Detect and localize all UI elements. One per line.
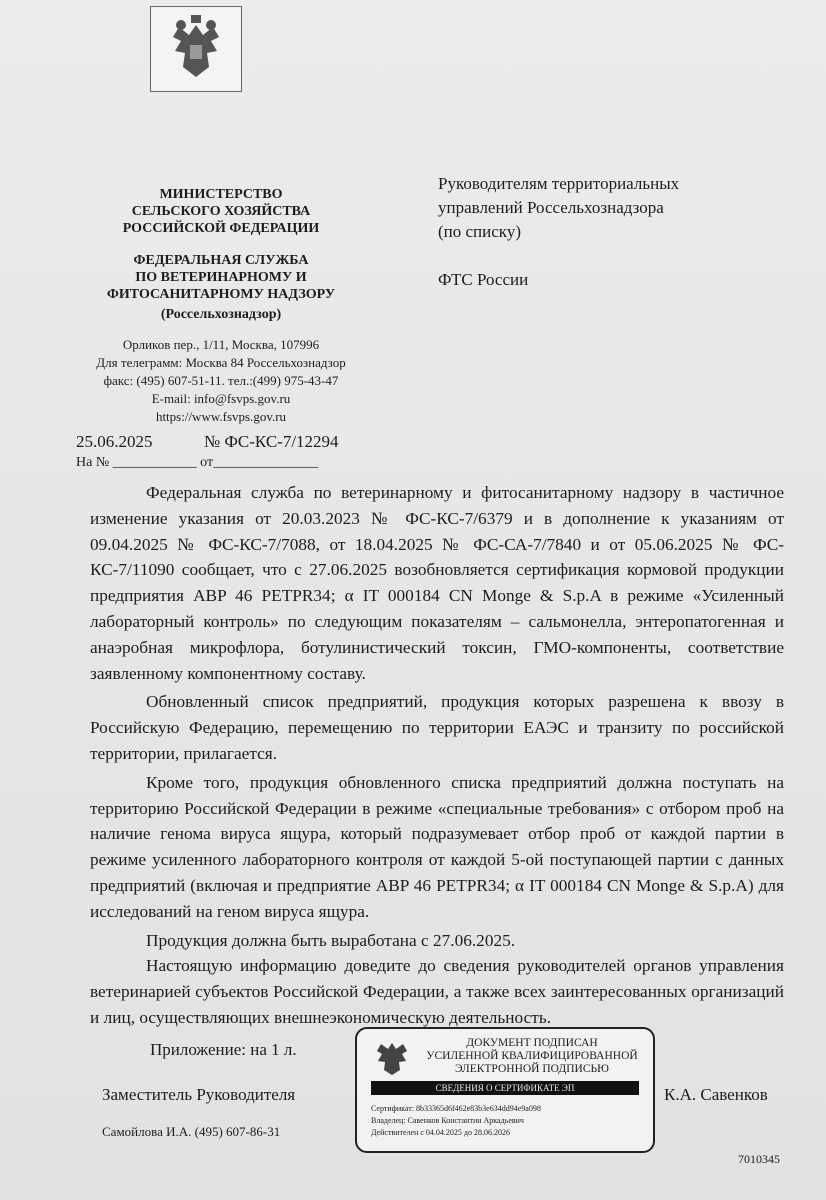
coat-of-arms-emblem: [150, 6, 242, 92]
stamp-certificate-header: СВЕДЕНИЯ О СЕРТИФИКАТЕ ЭП: [371, 1081, 639, 1095]
ministry-line: МИНИСТЕРСТВО: [159, 187, 283, 202]
document-number: № ФС-КС-7/12294: [204, 432, 339, 451]
stamp-emblem-icon: [373, 1037, 411, 1077]
stamp-title-line: ЭЛЕКТРОННОЙ ПОДПИСЬЮ: [455, 1063, 609, 1075]
website-link[interactable]: https://www.fsvps.gov.ru: [155, 409, 287, 424]
recipient-line: управлений Россельхознадзора: [438, 198, 664, 217]
signer-name: К.А. Савенков: [664, 1085, 768, 1104]
address: Орликов пер., 1/11, Москва, 107996: [122, 337, 320, 352]
body-paragraph: Федеральная служба по ветеринарному и фитосанитарному надзору в частичное изменение указания от 20.03.2023 № ФС-КС-7/6379 и в дополнение к указаниям от 09.04.2025 № ФС-КС-7/7088, от 18.04.2025 № ФС-СА-7/7840 и от 05.06.2025 № ФС-КС-7/11090 сообщает, что с 27.06.2025 возобновляется сертификация кормовой продукции предприятия ABP 46 PETPR34; α IT 000184 CN Monge & S.p.A в режиме «Усиленный лабораторный контроль» по следующим показателям – сальмонелла, энтеропатогенная и анаэробная микрофлора, ботулинистический токсин, ГМО-компоненты, соответствие заявленному компонентному составу.: [90, 483, 784, 683]
certificate-owner: Владелец: Савенков Константин Аркадьевич: [371, 1116, 524, 1125]
document-code: 7010345: [738, 1152, 780, 1166]
double-headed-eagle-icon: [151, 7, 241, 91]
recipient-line: Руководителям территориальных: [438, 174, 680, 193]
stamp-certificate-details: [371, 1103, 541, 1139]
email: E-mail: info@fsvps.gov.ru: [151, 391, 291, 406]
phones: факс: (495) 607-51-11. тел.:(499) 975-43-47: [103, 373, 339, 388]
body-paragraph: Продукция должна быть выработана с 27.06.2025.: [146, 930, 516, 950]
ministry-name: [62, 186, 380, 237]
ministry-line: СЕЛЬСКОГО ХОЗЯЙСТВА: [131, 204, 311, 219]
body-paragraph: Обновленный список предприятий, продукция которых разрешена к ввозу в Российскую Федерацию, перемещению по территории ЕАЭС и транзиту по российской территории, прилагается.: [90, 692, 784, 763]
telegram: Для телеграмм: Москва 84 Россельхознадзор: [96, 355, 346, 370]
attachment-note: Приложение: на 1 л.: [150, 1040, 297, 1059]
ministry-line: РОССИЙСКОЙ ФЕДЕРАЦИИ: [122, 221, 320, 236]
body-paragraph: Настоящую информацию доведите до сведения руководителей органов управления ветеринарией субъектов Российской Федерации, а также всех заинтересованных организаций и лиц, осуществляющих внешнеэкономическую деятельность.: [90, 956, 784, 1027]
document-date: 25.06.2025: [76, 432, 153, 451]
service-name: [62, 252, 380, 323]
electronic-signature-stamp: [355, 1027, 655, 1153]
certificate-validity: Действителен с 04.04.2025 до 28.06.2026: [371, 1128, 510, 1137]
recipient-line: ФТС России: [438, 270, 529, 289]
letter-body: [90, 480, 784, 1031]
executor-contact: Самойлова И.А. (495) 607-86-31: [102, 1124, 281, 1139]
service-line: ФЕДЕРАЛЬНАЯ СЛУЖБА: [133, 253, 309, 268]
service-line: ФИТОСАНИТАРНОМУ НАДЗОРУ: [106, 287, 336, 302]
stamp-title-line: УСИЛЕННОЙ КВАЛИФИЦИРОВАННОЙ: [426, 1050, 638, 1062]
contact-block: [62, 336, 380, 426]
service-line: (Россельхознадзор): [160, 307, 282, 322]
stamp-title: [417, 1037, 647, 1076]
certificate-id: Сертификат: 8b33365d6f462e83b3e634dd94e9a098: [371, 1104, 541, 1113]
reference-line: На № ____________ от_______________: [76, 455, 319, 470]
body-paragraph: Кроме того, продукция обновленного списка предприятий должна поступать на территорию Российской Федерации в режиме «специальные требования» с отбором проб на наличие генома вируса ящура, который подразумевает отбор проб от каждой партии в режиме усиленного лабораторного контроля от каждой 5-ой поступающей партии с данных предприятий (включая и предприятие ABP 46 PETPR34; α IT 000184 CN Monge & S.p.A) для исследований на геном вируса ящура.: [90, 772, 784, 921]
recipient-line: (по списку): [438, 222, 521, 241]
recipients: [438, 172, 679, 292]
stamp-title-line: ДОКУМЕНТ ПОДПИСАН: [466, 1037, 598, 1049]
signer-title: Заместитель Руководителя: [102, 1085, 296, 1104]
service-line: ПО ВЕТЕРИНАРНОМУ И: [135, 270, 307, 285]
